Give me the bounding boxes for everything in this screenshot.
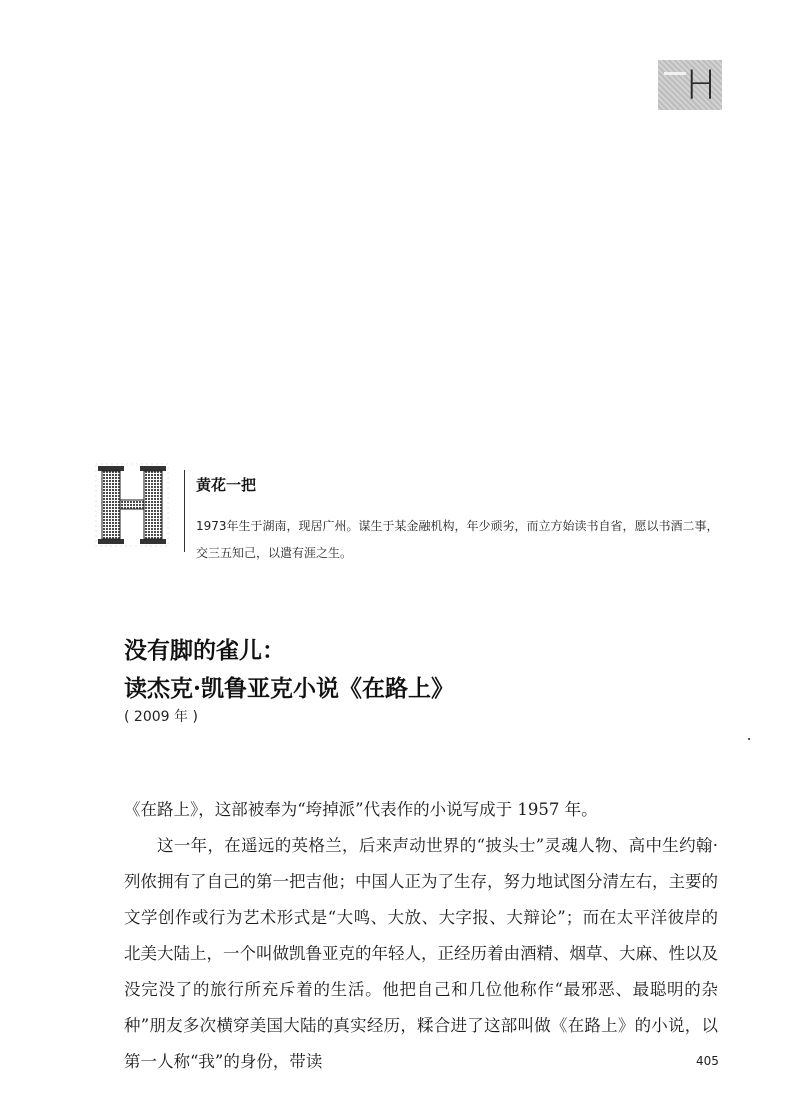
article-title-line-2: 读杰克·凯鲁亚克小说《在路上》 [124,675,455,702]
article-year: ( 2009 年 ) [124,709,198,725]
author-initial-text [94,548,95,549]
author-divider [184,470,185,552]
scan-speck [748,738,750,740]
section-letter: H [685,63,716,109]
page-number: 405 [696,1054,719,1068]
ornamental-h-icon [94,462,170,548]
paragraph-1: 《在路上》，这部被奉为“垮掉派”代表作的小说写成于 1957 年。 [124,800,598,819]
paragraph-2: 这一年，在遥远的英格兰，后来声动世界的“披头士”灵魂人物、高中生约翰·列侬拥有了自己的第一把吉他；中国人正为了生存，努力地试图分清左右，主要的文学创作或行为艺术形式是“大鸣、大放、大字报、大辩论”；而在太平洋彼岸的北美大陆上，一个叫做凯鲁亚克的年轻人，正经历着由酒精、烟草、大麻、性以及没完没了的旅行所充斥着的生活。他把自己和几位他称作“最邪恶、最聪明的杂种”朋友多次横穿美国大陆的真实经历，糅合进了这部叫做《在路上》的小说，以第一人称“我”的身份，带读 [124,836,718,1071]
author-bio: 1973年生于湖南，现居广州。谋生于某金融机构，年少顽劣，而立方始读书自省，愿以书酒二事，交三五知己，以遣有涯之生。 [196,519,719,560]
author-name: 黄花一把 [196,476,257,494]
section-tab [658,60,722,110]
author-initial-letter [94,462,170,548]
article-body [124,792,718,1080]
section-tab-decoration [664,72,686,75]
article-title-line-1: 没有脚的雀儿： [124,637,285,664]
article-title [124,632,454,708]
